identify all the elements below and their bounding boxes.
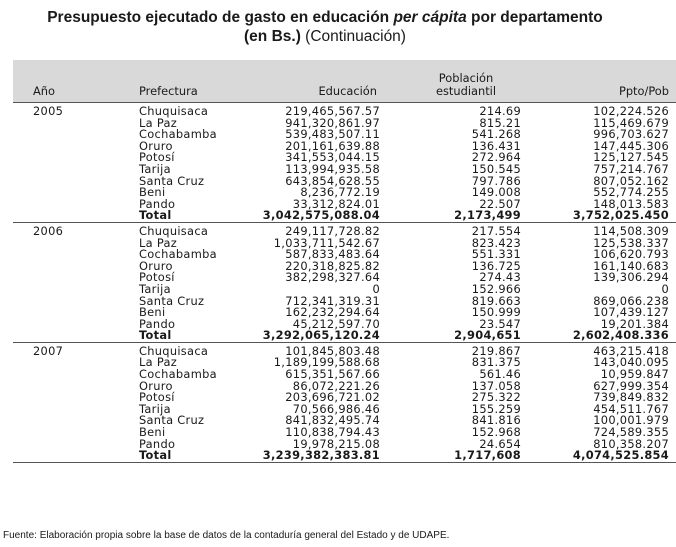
educacion-cell: 615,351,567.66: [285, 367, 380, 382]
ppto-pob-cell: 724,589.355: [593, 425, 669, 440]
total-row: [13, 450, 676, 462]
header-educacion: Educación: [253, 60, 407, 103]
total-row: [13, 210, 676, 222]
ppto-pob-cell: 552,774.255: [593, 185, 669, 200]
ppto-pob-cell: 463,215.418: [593, 343, 669, 358]
table-row: [13, 272, 676, 284]
prefectura-cell: Santa Cruz: [139, 293, 205, 308]
poblacion-cell: 150.545: [471, 161, 521, 176]
poblacion-cell: 1,717,608: [454, 448, 521, 463]
educacion-cell: 341,553,044.15: [285, 150, 380, 165]
year-cell: [13, 164, 97, 176]
ppto-pob-cell: 148,013.583: [593, 196, 669, 211]
poblacion-cell: 152.966: [471, 281, 521, 296]
ppto-pob-cell: 454,511.767: [593, 401, 669, 416]
poblacion-cell: 24.654: [479, 436, 521, 451]
ppto-pob-cell: 10,959.847: [600, 367, 669, 382]
prefectura-cell: Beni: [139, 185, 166, 200]
poblacion-cell: 149.008: [471, 185, 521, 200]
year-cell: [13, 284, 97, 296]
prefectura-cell: La Paz: [139, 115, 178, 130]
ppto-pob-cell: 757,214.767: [593, 161, 669, 176]
year-cell: [13, 118, 97, 130]
prefectura-cell: Cochabamba: [139, 247, 217, 262]
year-cell: 2005: [33, 104, 64, 118]
prefectura-cell: Chuquisaca: [139, 343, 209, 358]
ppto-pob-cell: 115,469.679: [593, 115, 669, 130]
prefectura-cell: La Paz: [139, 235, 178, 250]
poblacion-cell: 823.423: [471, 235, 521, 250]
year-cell: [13, 176, 97, 188]
poblacion-cell: 815.21: [479, 115, 521, 130]
year-cell: [13, 427, 97, 439]
ppto-pob-cell: 106,620.793: [593, 247, 669, 262]
poblacion-cell: 2,173,499: [454, 208, 521, 223]
year-group: [13, 103, 676, 223]
year-cell: 2007: [33, 343, 64, 358]
poblacion-cell: 841.816: [471, 413, 521, 428]
prefectura-cell: Chuquisaca: [139, 223, 209, 238]
ppto-pob-cell: 147,445.306: [593, 138, 669, 153]
year-cell: [13, 450, 97, 462]
title-line-2: [0, 27, 650, 46]
prefectura-cell: Total: [139, 448, 172, 463]
title-continuation: (Continuación): [300, 28, 406, 45]
ppto-pob-cell: 4,074,525.854: [572, 448, 669, 463]
educacion-cell: 841,832,495.74: [285, 413, 380, 428]
educacion-cell: 3,239,382,383.81: [262, 448, 380, 463]
prefectura-cell: La Paz: [139, 355, 178, 370]
poblacion-cell: 275.322: [471, 390, 521, 405]
title-text-italic: per cápita: [393, 9, 467, 26]
year-cell: [13, 330, 97, 342]
prefectura-cell: Potosí: [139, 270, 175, 285]
prefectura-cell: Tarija: [139, 161, 171, 176]
ppto-pob-cell: 125,127.545: [593, 150, 669, 165]
educacion-cell: 203,696,721.02: [285, 390, 380, 405]
educacion-cell: 3,292,065,120.24: [262, 328, 380, 343]
educacion-cell: 101,845,803.48: [285, 343, 380, 358]
poblacion-cell: 541.268: [471, 127, 521, 142]
year-cell: [13, 296, 97, 308]
ppto-pob-cell: 107,439.127: [593, 305, 669, 320]
prefectura-cell: Oruro: [139, 138, 173, 153]
year-cell: [13, 439, 97, 451]
poblacion-cell: 137.058: [471, 378, 521, 393]
ppto-pob-cell: 102,224.526: [593, 104, 669, 118]
prefectura-cell: Total: [139, 208, 172, 223]
ppto-pob-cell: 810,358.207: [593, 436, 669, 451]
ppto-pob-cell: 739,849.832: [593, 390, 669, 405]
year-cell: [13, 369, 97, 381]
ppto-pob-cell: 2,602,408.336: [572, 328, 669, 343]
educacion-cell: 249,117,728.82: [285, 223, 380, 238]
year-cell: [13, 210, 97, 222]
educacion-cell: 382,298,327.64: [285, 270, 380, 285]
ppto-pob-cell: 0: [661, 281, 669, 296]
ppto-pob-cell: 100,001.979: [593, 413, 669, 428]
ppto-pob-cell: 3,752,025.450: [572, 208, 669, 223]
educacion-cell: 219,465,567.57: [285, 104, 380, 118]
prefectura-cell: Beni: [139, 425, 166, 440]
year-cell: [13, 404, 97, 416]
educacion-cell: 220,318,825.82: [285, 258, 380, 273]
header-anio: Año: [13, 60, 97, 103]
year-cell: 2006: [33, 223, 64, 238]
ppto-pob-cell: 627,999.354: [593, 378, 669, 393]
ppto-pob-cell: 114,508.309: [593, 223, 669, 238]
year-cell: [13, 272, 97, 284]
educacion-cell: 86,072,221.26: [292, 378, 380, 393]
prefectura-cell: Pando: [139, 196, 176, 211]
year-cell: [13, 141, 97, 153]
educacion-cell: 539,483,507.11: [285, 127, 380, 142]
poblacion-cell: 214.69: [479, 104, 521, 118]
poblacion-cell: 561.46: [479, 367, 521, 382]
year-cell: [13, 152, 97, 164]
prefectura-cell: Tarija: [139, 401, 171, 416]
title-text-a: Presupuesto ejecutado de gasto en educación: [47, 9, 394, 26]
educacion-cell: 110,838,794.43: [285, 425, 380, 440]
header-prefectura: Prefectura: [97, 60, 253, 103]
prefectura-cell: Oruro: [139, 378, 173, 393]
ppto-pob-cell: 869,066.238: [593, 293, 669, 308]
ppto-pob-cell: 161,140.683: [593, 258, 669, 273]
educacion-cell: 201,161,639.88: [285, 138, 380, 153]
educacion-cell: 70,566,986.46: [292, 401, 380, 416]
educacion-cell: 113,994,935.58: [285, 161, 380, 176]
educacion-cell: 1,189,199,588.68: [273, 355, 380, 370]
prefectura-cell: Chuquisaca: [139, 104, 209, 118]
year-cell: [13, 129, 97, 141]
educacion-cell: 19,978,215.08: [292, 436, 380, 451]
educacion-cell: 162,232,294.64: [285, 305, 380, 320]
poblacion-cell: 819.663: [471, 293, 521, 308]
year-cell: [13, 357, 97, 369]
source-note: Fuente: Elaboración propia sobre la base de datos de la contaduría general del Estado y de UDAPE.: [3, 530, 450, 541]
educacion-cell: 712,341,319.31: [285, 293, 380, 308]
header-poblacion: [407, 60, 525, 103]
poblacion-cell: 136.725: [471, 258, 521, 273]
table-header-row: [13, 60, 676, 103]
ppto-pob-cell: 807,052.162: [593, 173, 669, 188]
year-cell: [13, 199, 97, 211]
poblacion-cell: 155.259: [471, 401, 521, 416]
prefectura-cell: Cochabamba: [139, 127, 217, 142]
prefectura-cell: Pando: [139, 316, 176, 331]
educacion-cell: 587,833,483.64: [285, 247, 380, 262]
page-title: [0, 8, 650, 46]
poblacion-cell: 23.547: [479, 316, 521, 331]
ppto-pob-cell: 143,040.095: [593, 355, 669, 370]
poblacion-cell: 22.507: [479, 196, 521, 211]
prefectura-cell: Santa Cruz: [139, 413, 205, 428]
poblacion-cell: 219.867: [471, 343, 521, 358]
poblacion-cell: 217.554: [471, 223, 521, 238]
header-poblacion-line1: Población: [438, 71, 494, 85]
educacion-cell: 33,312,824.01: [292, 196, 380, 211]
poblacion-cell: 551.331: [471, 247, 521, 262]
year-cell: [13, 415, 97, 427]
educacion-cell: 643,854,628.55: [285, 173, 380, 188]
title-unit: (en Bs.): [244, 28, 301, 45]
ppto-pob-cell: 125,538.337: [593, 235, 669, 250]
prefectura-cell: Beni: [139, 305, 166, 320]
year-cell: [13, 238, 97, 250]
year-cell: [13, 249, 97, 261]
educacion-cell: 0: [372, 281, 380, 296]
educacion-cell: 3,042,575,088.04: [262, 208, 380, 223]
poblacion-cell: 150.999: [471, 305, 521, 320]
prefectura-cell: Pando: [139, 436, 176, 451]
budget-table: [13, 60, 676, 463]
educacion-cell: 8,236,772.19: [300, 185, 380, 200]
prefectura-cell: Tarija: [139, 281, 171, 296]
header-ppto-pob: Ppto/Pob: [525, 60, 676, 103]
educacion-cell: 941,320,861.97: [285, 115, 380, 130]
year-cell: [13, 381, 97, 393]
ppto-pob-cell: 996,703.627: [593, 127, 669, 142]
poblacion-cell: 2,904,651: [454, 328, 521, 343]
educacion-cell: 45,212,597.70: [292, 316, 380, 331]
year-cell: [13, 307, 97, 319]
prefectura-cell: Oruro: [139, 258, 173, 273]
prefectura-cell: Potosí: [139, 150, 175, 165]
poblacion-cell: 136.431: [471, 138, 521, 153]
prefectura-cell: Potosí: [139, 390, 175, 405]
prefectura-cell: Cochabamba: [139, 367, 217, 382]
ppto-pob-cell: 139,306.294: [593, 270, 669, 285]
year-cell: [13, 319, 97, 331]
year-cell: [13, 261, 97, 273]
educacion-cell: 1,033,711,542.67: [273, 235, 380, 250]
table-container: [13, 60, 669, 463]
ppto-pob-cell: 19,201.384: [600, 316, 669, 331]
year-group: [13, 342, 676, 462]
year-cell: [13, 392, 97, 404]
header-poblacion-line2: estudiantil: [435, 84, 497, 98]
poblacion-cell: 272.964: [471, 150, 521, 165]
poblacion-cell: 831.375: [471, 355, 521, 370]
poblacion-cell: 797.786: [471, 173, 521, 188]
prefectura-cell: Santa Cruz: [139, 173, 205, 188]
poblacion-cell: 152.968: [471, 425, 521, 440]
prefectura-cell: Total: [139, 328, 172, 343]
year-group: [13, 222, 676, 342]
title-line-1: [0, 8, 650, 27]
year-cell: [13, 187, 97, 199]
total-row: [13, 330, 676, 342]
title-text-b: por departamento: [466, 9, 603, 26]
poblacion-cell: 274.43: [479, 270, 521, 285]
